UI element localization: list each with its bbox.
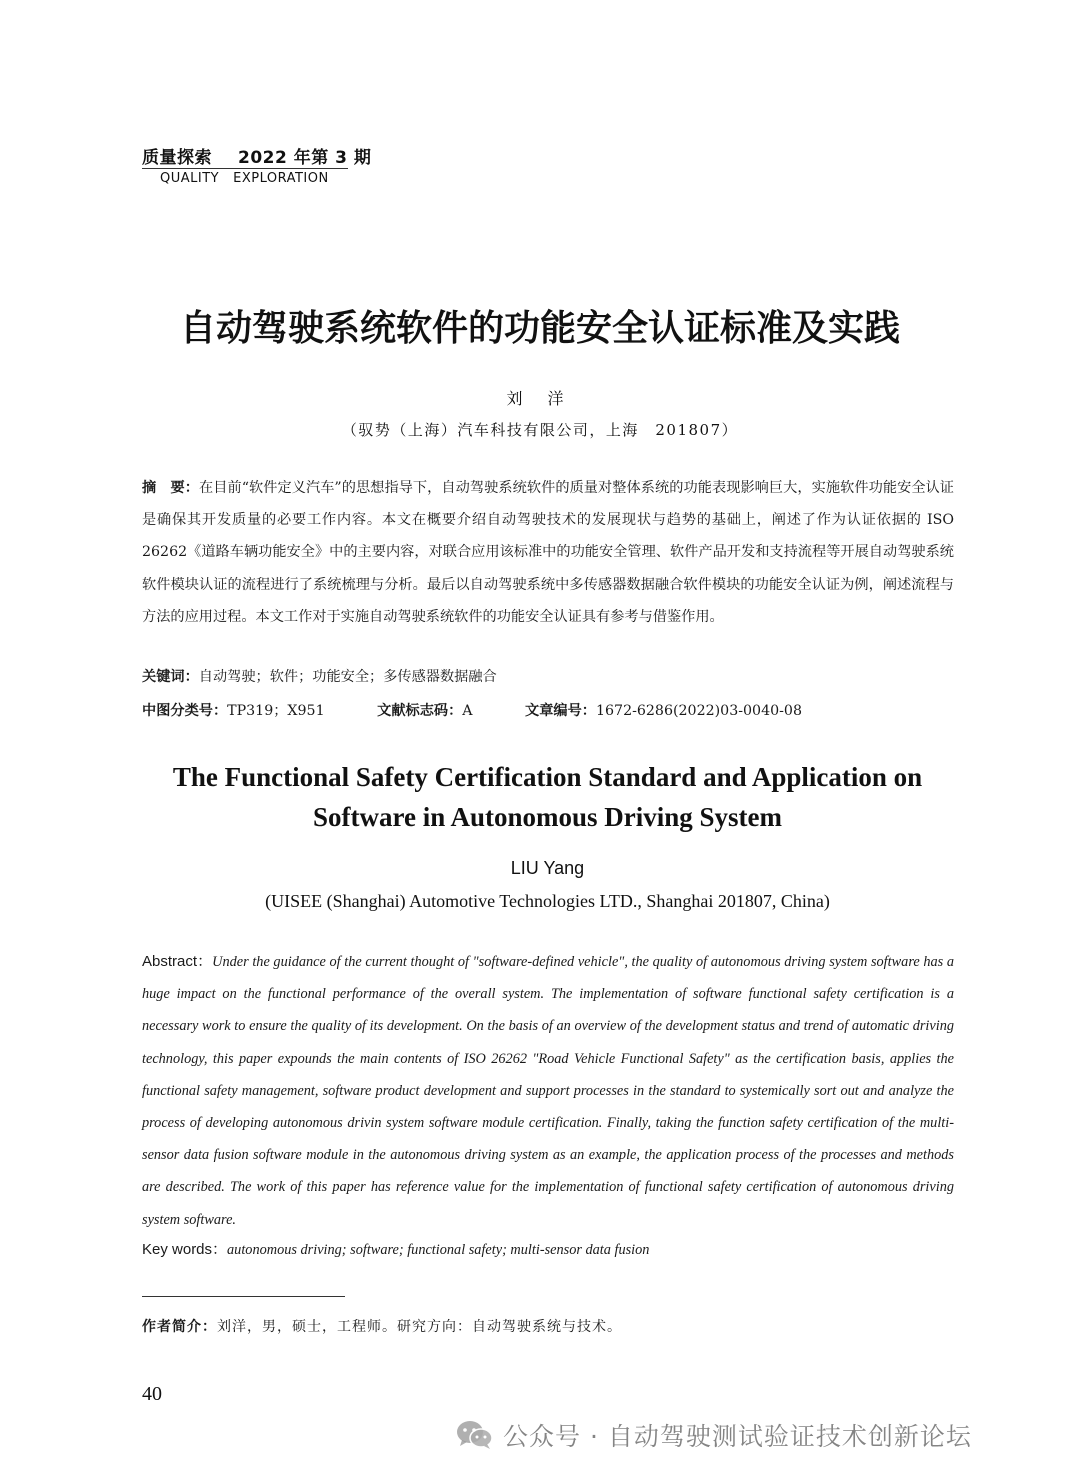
doc-code-label: 文献标志码： <box>377 703 463 719</box>
wechat-icon <box>455 1418 495 1452</box>
author-en: LIU Yang <box>510 858 585 878</box>
article-title-cn: 自动驾驶系统软件的功能安全认证标准及实践 <box>179 307 900 349</box>
article-title-en <box>0 757 1080 837</box>
abstract-en-label: Abstract： <box>142 953 213 970</box>
classification-line <box>142 700 954 720</box>
keywords-en-label: Key words： <box>142 1241 228 1258</box>
footnote-rule <box>142 1296 345 1297</box>
abstract-cn <box>142 472 954 633</box>
page-number: 40 <box>142 1383 162 1405</box>
keywords-cn-text: 自动驾驶；软件；功能安全；多传感器数据融合 <box>198 669 497 685</box>
abstract-cn-text: 在目前“软件定义汽车”的思想指导下，自动驾驶系统软件的质量对整体系统的功能表现影响巨大，实施软件功能安全认证是确保其开发质量的必要工作内容。本文在概要介绍自动驾驶技术的发展现状与趋势的基础上，阐述了作为认证依据的 ISO 26262《道路车辆功能安全》中的主要内容，对联合应用该标准中的功能安全管理、软件产品开发和支持流程等开展自动驾驶系统软件模块认证的流程进行了系统梳理与分析。最后以自动驾驶系统中多传感器数据融合软件模块的功能安全认证为例，阐述流程与方法的应用过程。本文工作对于实施自动驾驶系统软件的功能安全认证具有参考与借鉴作用。 <box>142 480 954 625</box>
article-title-en-line1: The Functional Safety Certification Standard and Application on <box>172 762 923 792</box>
doc-code-value: A <box>462 703 473 719</box>
journal-header-en <box>160 171 329 186</box>
keywords-cn-label: 关键词： <box>142 669 199 685</box>
author-note-label: 作者简介： <box>142 1319 217 1335</box>
article-title-en-line2: Software in Autonomous Driving System <box>312 802 783 832</box>
journal-issue: 2022 年第 3 期 <box>238 148 372 168</box>
keywords-cn <box>142 666 954 686</box>
journal-name-cn: 质量探索 <box>142 148 212 168</box>
keywords-en-text: autonomous driving; software; functional safety; multi-sensor data fusion <box>227 1242 650 1258</box>
watermark <box>455 1415 972 1455</box>
clc-value: TP319；X951 <box>227 703 325 719</box>
article-no-label: 文章编号： <box>525 703 596 719</box>
journal-header-rule <box>142 168 348 169</box>
author-note <box>142 1316 622 1336</box>
journal-header-cn <box>142 143 371 168</box>
clc-label: 中图分类号： <box>142 703 228 719</box>
journal-name-en-2: EXPLORATION <box>233 171 329 186</box>
keywords-en <box>142 1238 954 1259</box>
abstract-en-text: Under the guidance of the current thought of "software-defined vehicle", the quality of autonomous driving system software has a huge impact on the functional performance of the overall system. The implementation of software functional safety certification is a necessary work to ensure the quality of its development. On the basis of an overview of the development status and trend of automatic driving technology, this paper expounds the main contents of ISO 26262 "Road Vehicle Functional Safety" as the certification basis, applies the functional safety management, software product development and support processes in the standard to systemically sort out and analyze the process of developing autonomous drivin system software module certification. Finally, taking the function safety certification of the multi-sensor data fusion software module in the autonomous driving system as an example, the application process of the processes and methods are described. The work of this paper has reference value for the implementation of functional safety certification of autonomous driving system software. <box>142 954 954 1228</box>
abstract-en <box>142 946 954 1236</box>
affiliation-cn: （驭势（上海）汽车科技有限公司，上海 201807） <box>341 421 739 439</box>
author-note-text: 刘洋，男，硕士，工程师。研究方向：自动驾驶系统与技术。 <box>217 1319 622 1335</box>
abstract-cn-label: 摘 要： <box>142 480 199 496</box>
article-no-value: 1672-6286(2022)03-0040-08 <box>595 703 802 719</box>
author-cn: 刘 洋 <box>506 389 574 408</box>
affiliation-en: (UISEE (Shanghai) Automotive Technologies LTD., Shanghai 201807, China) <box>265 891 830 911</box>
journal-name-en-1: QUALITY <box>160 171 220 186</box>
watermark-text: 公众号 · 自动驾驶测试验证技术创新论坛 <box>503 1422 972 1451</box>
